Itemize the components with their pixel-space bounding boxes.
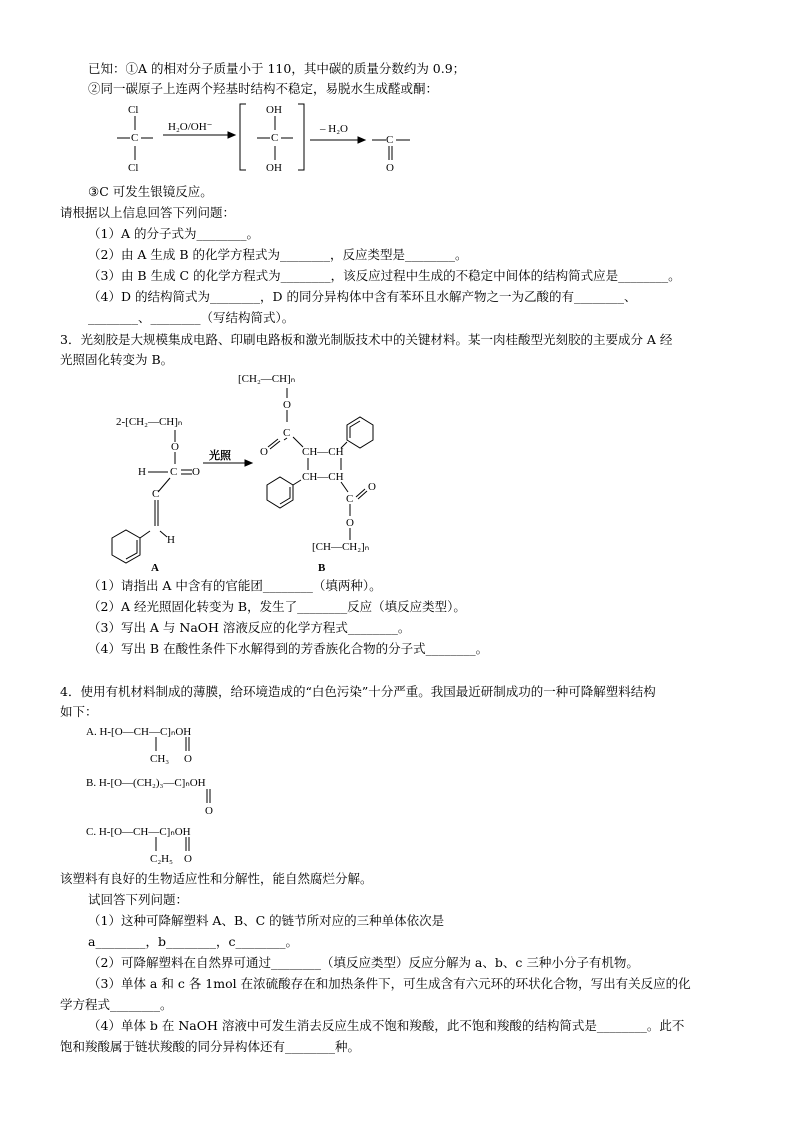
s1-c-left: C (131, 132, 139, 144)
known-line-1: 已知：①A 的相对分子质量小于 110，其中碳的质量分数约为 0.9； (88, 61, 466, 76)
s2-a-ester-o: O (171, 441, 179, 453)
s2-a-h2: H (167, 534, 175, 546)
s2-label-a: A (151, 562, 159, 574)
s1-oh-bottom: OH (266, 162, 282, 174)
q4-formula-a-substituent: CH₃ (150, 753, 170, 765)
q4-note: 该塑料有良好的生物适应性和分解性，能自然腐烂分解。 (60, 871, 373, 886)
s2-b-o2: O (346, 517, 354, 529)
s2-b-chain-top: [CH₂—CH]ₙ (238, 373, 296, 385)
s2-a-carbonyl-c: C (170, 466, 178, 478)
q3-part-4: （4）写出 B 在酸性条件下水解得到的芳香族化合物的分子式________。 (88, 641, 489, 656)
known-line-2: ②同一碳原子上连两个羟基时结构不稳定，易脱水生成醛或酮： (88, 81, 439, 96)
s1-reagent-2: – H₂O (320, 123, 348, 135)
s1-c-right: C (386, 134, 394, 146)
s2-arrow-label: 光照 (209, 450, 231, 462)
q2-part-2: （2）由 A 生成 B 的化学方程式为________，反应类型是________。 (88, 247, 468, 262)
s2-b-o1: O (283, 399, 291, 411)
q2-part-1: （1）A 的分子式为________。 (88, 226, 259, 241)
q4-formula-c-carbonyl-o: O (184, 853, 192, 865)
known-line-3: ③C 可发生银镜反应。 (88, 184, 213, 199)
s2-a-c2: C (152, 488, 160, 500)
q3-part-1: （1）请指出 A 中含有的官能团________（填两种）。 (88, 578, 382, 593)
q4-formula-b-carbonyl-o: O (205, 805, 213, 817)
q4-formula-c-substituent: C₂H₅ (150, 853, 173, 865)
q2-part-4a: （4）D 的结构简式为________，D 的同分异构体中含有苯环且水解产物之一为乙酸的有________、 (88, 289, 637, 304)
q3-part-3: （3）写出 A 与 NaOH 溶液反应的化学方程式________。 (88, 620, 411, 635)
q2-part-3: （3）由 B 生成 C 的化学方程式为________，该反应过程中生成的不稳定中间体的结构简式应是________。 (88, 268, 681, 283)
s2-a-carbonyl-o: O (192, 466, 200, 478)
q4-part-3b: 学方程式________。 (60, 997, 173, 1012)
q3-stem-b: 光照固化转变为 B。 (60, 352, 174, 367)
q4-try: 试回答下列问题： (88, 892, 189, 907)
q4-part-1: （1）这种可降解塑料 A、B、C 的链节所对应的三种单体依次是 (88, 913, 445, 928)
s2-b-chain-bottom: [CH—CH₂]ₙ (312, 541, 370, 553)
q4-part-4a: （4）单体 b 在 NaOH 溶液中可发生消去反应生成不饱和羧酸，此不饱和羧酸的结构简式是________。此不 (88, 1018, 685, 1033)
q4-part-2: （2）可降解塑料在自然界可通过________（填反应类型）反应分解为 a、b、c 三种小分子有机物。 (88, 955, 639, 970)
q2-part-4b: ________、________（写结构简式）。 (88, 310, 295, 325)
s2-b-o1b: O (260, 446, 268, 458)
s2-b-c1: C (283, 427, 291, 439)
q3-part-2: （2）A 经光照固化转变为 B，发生了________反应（填反应类型）。 (88, 599, 466, 614)
q2-intro: 请根据以上信息回答下列问题： (60, 205, 236, 220)
s2-label-b: B (318, 562, 326, 574)
q3-stem-a: 3．光刻胶是大规模集成电路、印刷电路板和激光制版技术中的关键材料。某一肉桂酸型光刻胶的主要成分 A 经 (60, 332, 673, 347)
s2-b-ring-bottom: CH—CH (302, 471, 344, 483)
q4-part-3a: （3）单体 a 和 c 各 1mol 在浓硫酸存在和加热条件下，可生成含有六元环的环状化合物，写出有关反应的化 (88, 976, 691, 991)
s2-a-chain: 2-[CH₂—CH]ₙ (116, 416, 183, 428)
s1-o-right: O (386, 162, 394, 174)
q4-formula-a: A. H-[O—CH—C]ₙOH (86, 726, 192, 738)
s1-cl-top: Cl (128, 104, 139, 116)
q4-part-1b: a________，b________，c________。 (88, 934, 298, 949)
q4-stem-b: 如下： (60, 704, 98, 719)
s1-oh-top: OH (266, 104, 282, 116)
s2-b-o2b: O (368, 481, 376, 493)
q4-stem-a: 4．使用有机材料制成的薄膜，给环境造成的“白色污染”十分严重。我国最近研制成功的一种可降解塑料结构 (60, 684, 656, 699)
q4-formula-a-carbonyl-o: O (184, 753, 192, 765)
s2-b-ring-top: CH—CH (302, 446, 344, 458)
s1-c-mid: C (271, 132, 279, 144)
s1-reagent-1: H₂O/OH⁻ (168, 121, 213, 133)
q4-part-4b: 饱和羧酸属于链状羧酸的同分异构体还有________种。 (60, 1039, 361, 1054)
s1-cl-bottom: Cl (128, 162, 139, 174)
s2-a-h1: H (138, 466, 146, 478)
q4-formula-b: B. H-[O—(CH₂)₃—C]ₙOH (86, 777, 206, 789)
s2-b-c2: C (346, 493, 354, 505)
q4-formula-c: C. H-[O—CH—C]ₙOH (86, 826, 191, 838)
